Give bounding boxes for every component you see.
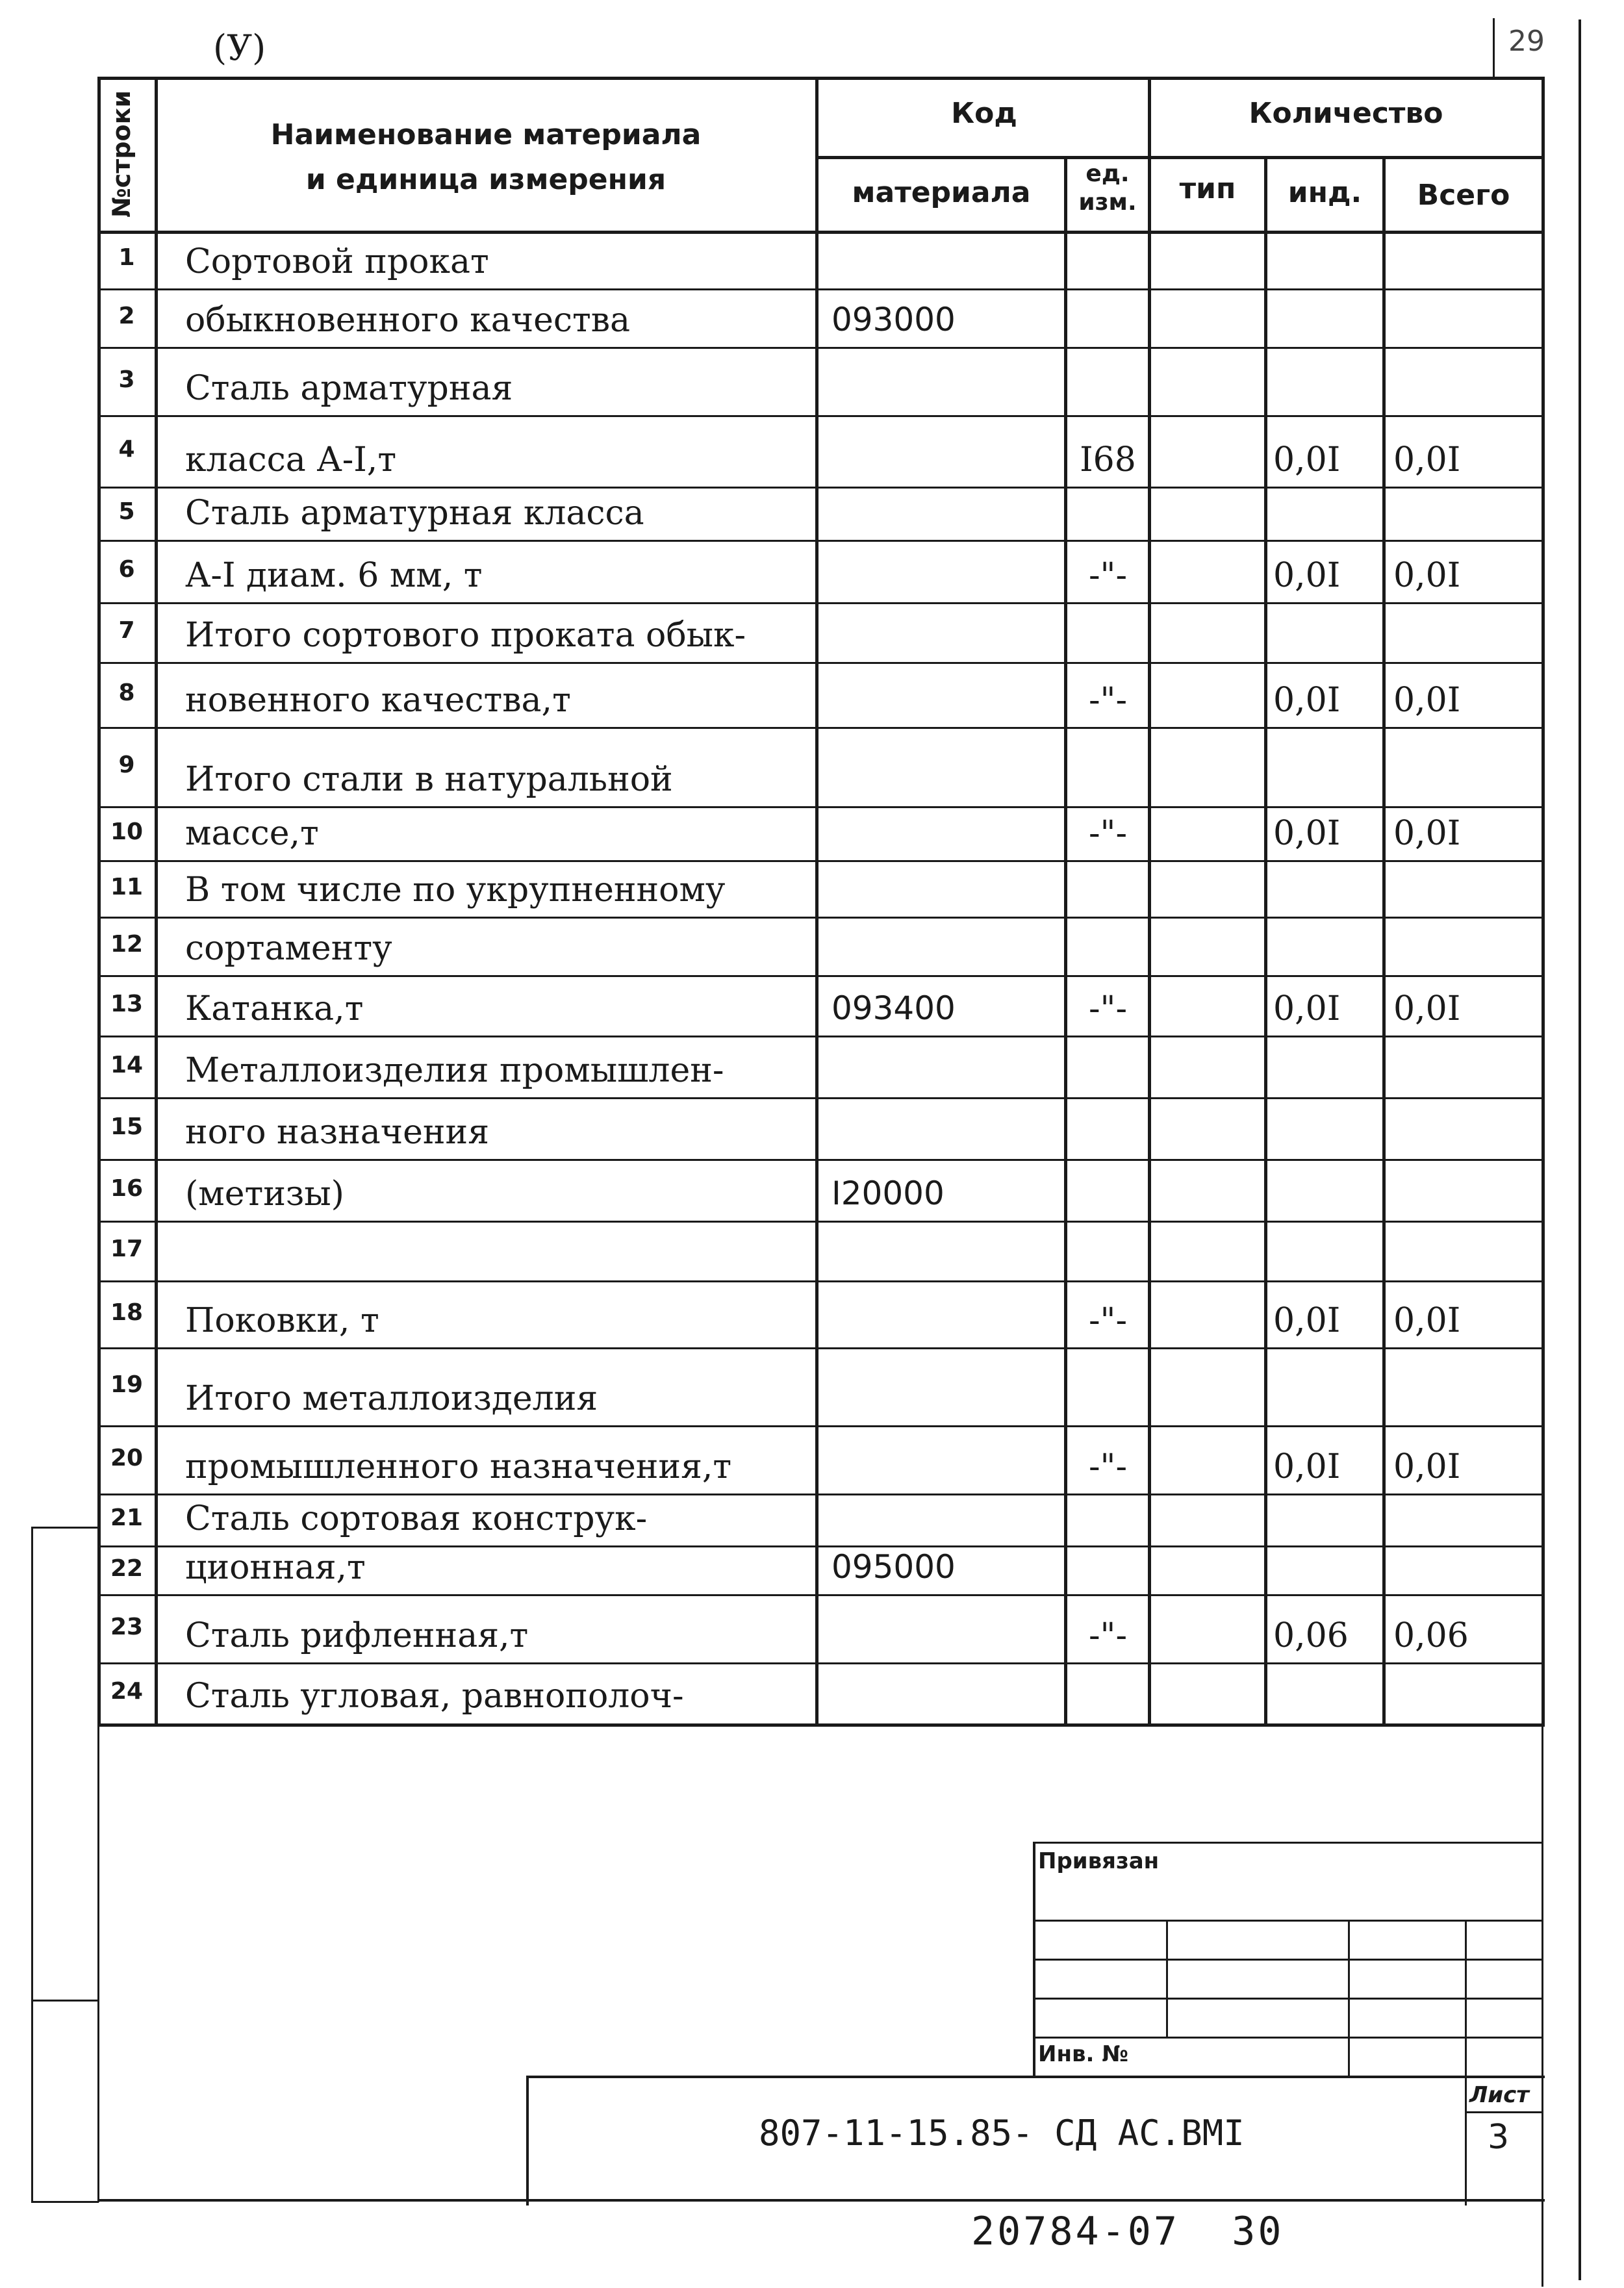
sheet-label: Лист (1469, 2082, 1529, 2108)
row-name: Итого металлоизделия (185, 1379, 598, 1418)
row-qty-ind: 0,0I (1273, 556, 1341, 595)
header-code-unit: ед. изм. (1078, 160, 1137, 216)
row-divider (97, 1594, 1545, 1596)
row-number: 22 (110, 1555, 144, 1582)
table-top-border (97, 77, 1545, 80)
row-name: новенного качества,т (185, 681, 571, 720)
row-name: А-I диам. 6 мм, т (185, 556, 483, 595)
row-qty-total: 0,0I (1393, 556, 1461, 595)
binding-mid (31, 2000, 99, 2002)
row-divider (97, 540, 1545, 542)
row-unit-code: -"- (1088, 1616, 1128, 1655)
row-name: Сталь угловая, равнополоч- (185, 1677, 684, 1716)
row-name: массе,т (185, 814, 319, 853)
header-code: Код (951, 97, 1017, 130)
row-name: В том числе по укрупненному (185, 871, 726, 909)
row-number: 1 (118, 244, 135, 271)
binding-bottom (31, 2201, 99, 2203)
row-material-code: 095000 (831, 1548, 956, 1586)
row-number: 2 (118, 303, 135, 329)
row-number: 17 (110, 1236, 144, 1262)
col-divider-name (815, 77, 818, 1727)
archive-number: 20784-07 30 (971, 2209, 1284, 2254)
row-divider (97, 1662, 1545, 1664)
col-divider-ind (1382, 156, 1386, 1727)
row-name: Итого стали в натуральной (185, 760, 673, 799)
header-quantity: Количество (1249, 97, 1443, 130)
stamp-inv-no-label: Инв. № (1038, 2041, 1129, 2067)
row-name: ционная,т (185, 1548, 366, 1587)
row-qty-total: 0,0I (1393, 814, 1461, 853)
row-divider (97, 806, 1545, 808)
stamp-top-line (1033, 1842, 1543, 1844)
row-name: обыкновенного качества (185, 301, 631, 340)
row-name: класса А-I,т (185, 440, 397, 479)
row-divider (97, 1280, 1545, 1282)
row-number: 12 (110, 931, 144, 958)
header-q-total: Всего (1417, 179, 1510, 212)
row-unit-code: -"- (1088, 1447, 1128, 1486)
row-number: 11 (110, 874, 144, 900)
stamp-col-1 (1166, 1920, 1168, 2037)
row-unit-code: I68 (1080, 440, 1136, 479)
row-divider (97, 662, 1545, 664)
table-bottom-border (97, 1723, 1545, 1727)
row-unit-code: -"- (1088, 556, 1128, 595)
row-name: Итого сортового проката обык- (185, 616, 746, 655)
row-qty-total: 0,06 (1393, 1616, 1469, 1655)
col-divider-type (1264, 156, 1267, 1727)
row-name: Поковки, т (185, 1301, 379, 1340)
header-mid-line (815, 156, 1545, 159)
row-name: Сталь арматурная (185, 369, 513, 408)
row-divider (97, 288, 1545, 290)
row-number: 20 (110, 1445, 144, 1471)
row-name: Металлоизделия промышлен- (185, 1051, 724, 1090)
docstamp-bottom-line (97, 2199, 1545, 2202)
row-qty-total: 0,0I (1393, 1301, 1461, 1340)
docstamp-sheet-divider (1465, 2076, 1467, 2205)
corner-mark: (У) (213, 27, 266, 68)
header-q-ind: инд. (1288, 176, 1362, 209)
header-name-line2: и единица измерения (305, 163, 666, 196)
row-divider (97, 1347, 1545, 1349)
row-divider (97, 1425, 1545, 1427)
row-divider (97, 727, 1545, 729)
row-number: 4 (118, 436, 135, 463)
row-material-code: 093400 (831, 989, 956, 1027)
row-material-code: 093000 (831, 301, 956, 338)
row-qty-total: 0,0I (1393, 440, 1461, 479)
row-qty-total: 0,0I (1393, 989, 1461, 1028)
row-number: 8 (118, 680, 135, 706)
row-number: 3 (118, 366, 135, 393)
row-qty-ind: 0,0I (1273, 1447, 1341, 1486)
row-divider (97, 1494, 1545, 1495)
row-number: 14 (110, 1052, 144, 1078)
row-name: сортаменту (185, 929, 392, 968)
row-divider (97, 1097, 1545, 1099)
row-number: 19 (110, 1371, 144, 1398)
header-row-no: №строки (107, 90, 136, 218)
stamp-col-3 (1465, 1920, 1467, 2076)
row-number: 18 (110, 1299, 144, 1326)
row-qty-ind: 0,0I (1273, 989, 1341, 1028)
row-name: Катанка,т (185, 989, 364, 1028)
row-unit-code: -"- (1088, 989, 1128, 1028)
row-qty-ind: 0,06 (1273, 1616, 1349, 1655)
row-name: Сталь сортовая конструк- (185, 1499, 648, 1538)
row-number: 6 (118, 556, 135, 583)
row-unit-code: -"- (1088, 814, 1128, 853)
sheet-number: 3 (1488, 2118, 1510, 2157)
row-divider (97, 1221, 1545, 1223)
row-material-code: I20000 (831, 1175, 945, 1212)
row-number: 15 (110, 1113, 144, 1140)
row-qty-total: 0,0I (1393, 1447, 1461, 1486)
docstamp-left-line (526, 2076, 529, 2205)
right-edge-line (1579, 19, 1581, 2280)
row-number: 7 (118, 617, 135, 644)
col-divider-code (1064, 156, 1067, 1727)
row-qty-ind: 0,0I (1273, 681, 1341, 720)
docstamp-top-line (526, 2076, 1545, 2078)
row-qty-total: 0,0I (1393, 681, 1461, 720)
table-right-border (1542, 77, 1545, 1727)
row-unit-code: -"- (1088, 681, 1128, 720)
row-divider (97, 860, 1545, 862)
document-code: 807-11-15.85- СД АС.ВМI (759, 2113, 1245, 2154)
row-divider (97, 1036, 1545, 1037)
header-q-type: тип (1179, 172, 1236, 205)
row-unit-code: -"- (1088, 1301, 1128, 1340)
binding-line-left (31, 1527, 33, 2202)
row-name: Сталь арматурная класса (185, 494, 644, 533)
stamp-attached-label: Привязан (1038, 1848, 1160, 1874)
row-name: Сортовой прокат (185, 242, 489, 281)
row-number: 24 (110, 1678, 144, 1705)
header-name-line1: Наименование материала (270, 118, 702, 151)
header-code-material: материала (852, 176, 1031, 209)
header-bottom-line (97, 231, 1545, 234)
row-name: промышленного назначения,т (185, 1447, 732, 1486)
row-qty-ind: 0,0I (1273, 440, 1341, 479)
row-number: 9 (118, 752, 135, 778)
row-divider (97, 602, 1545, 604)
row-divider (97, 415, 1545, 417)
stamp-col-2 (1348, 1920, 1350, 2076)
row-number: 23 (110, 1614, 144, 1640)
row-number: 5 (118, 498, 135, 525)
row-number: 10 (110, 819, 144, 845)
row-name: (метизы) (185, 1175, 344, 1214)
row-divider (97, 1545, 1545, 1547)
row-divider (97, 917, 1545, 919)
row-divider (97, 347, 1545, 349)
row-qty-ind: 0,0I (1273, 814, 1341, 853)
row-divider (97, 975, 1545, 977)
row-number: 21 (110, 1505, 144, 1531)
row-qty-ind: 0,0I (1273, 1301, 1341, 1340)
row-divider (97, 487, 1545, 489)
col-divider-unit (1148, 77, 1151, 1727)
row-number: 16 (110, 1175, 144, 1202)
page-number: 29 (1508, 25, 1545, 58)
row-name: ного назначения (185, 1113, 489, 1152)
row-name: Сталь рифленная,т (185, 1616, 529, 1655)
page-number-divider (1493, 18, 1495, 77)
binding-top (31, 1527, 99, 1529)
row-divider (97, 1159, 1545, 1161)
row-number: 13 (110, 991, 144, 1017)
docstamp-sheet-line (1465, 2111, 1543, 2113)
